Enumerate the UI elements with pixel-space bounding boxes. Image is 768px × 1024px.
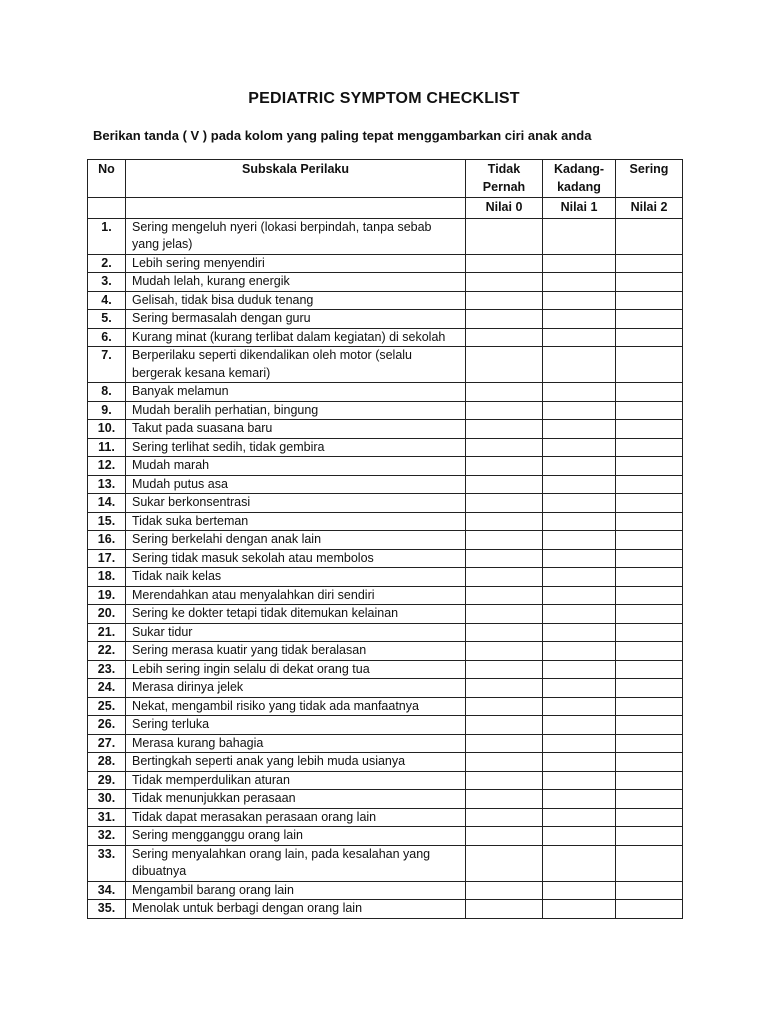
checklist-body (88, 218, 683, 918)
checkbox-cell-kadang-kadang[interactable] (543, 310, 616, 329)
row-behavior-text: Tidak menunjukkan perasaan (126, 790, 466, 809)
row-behavior-text: Sering mengganggu orang lain (126, 827, 466, 846)
table-row (88, 420, 683, 439)
checkbox-cell-tidak-pernah[interactable] (466, 753, 543, 772)
checkbox-cell-tidak-pernah[interactable] (466, 273, 543, 292)
checkbox-cell-sering[interactable] (616, 881, 683, 900)
checkbox-cell-tidak-pernah[interactable] (466, 771, 543, 790)
row-number: 19. (88, 586, 126, 605)
checkbox-cell-sering[interactable] (616, 291, 683, 310)
checkbox-cell-kadang-kadang[interactable] (543, 900, 616, 919)
checkbox-cell-sering[interactable] (616, 254, 683, 273)
table-row (88, 549, 683, 568)
checkbox-cell-kadang-kadang[interactable] (543, 827, 616, 846)
row-behavior-text: Sering ke dokter tetapi tidak ditemukan kelainan (126, 605, 466, 624)
checkbox-cell-sering[interactable] (616, 900, 683, 919)
checkbox-cell-sering[interactable] (616, 808, 683, 827)
row-number: 2. (88, 254, 126, 273)
table-row (88, 273, 683, 292)
checkbox-cell-sering[interactable] (616, 845, 683, 881)
row-number: 1. (88, 218, 126, 254)
row-behavior-text: Tidak suka berteman (126, 512, 466, 531)
checkbox-cell-sering[interactable] (616, 771, 683, 790)
checkbox-cell-sering[interactable] (616, 328, 683, 347)
row-number: 32. (88, 827, 126, 846)
checkbox-cell-kadang-kadang[interactable] (543, 273, 616, 292)
table-row (88, 457, 683, 476)
nilai-tidak-pernah: Nilai 0 (466, 198, 543, 219)
nilai-subskala-blank (126, 198, 466, 219)
checkbox-cell-tidak-pernah[interactable] (466, 697, 543, 716)
table-row (88, 881, 683, 900)
table-row (88, 642, 683, 661)
row-number: 15. (88, 512, 126, 531)
header-subskala: Subskala Perilaku (126, 160, 466, 198)
checkbox-cell-sering[interactable] (616, 568, 683, 587)
row-number: 34. (88, 881, 126, 900)
table-row (88, 900, 683, 919)
table-row (88, 310, 683, 329)
checkbox-cell-tidak-pernah[interactable] (466, 420, 543, 439)
checkbox-cell-kadang-kadang[interactable] (543, 790, 616, 809)
table-row (88, 623, 683, 642)
row-behavior-text: Menolak untuk berbagi dengan orang lain (126, 900, 466, 919)
checkbox-cell-tidak-pernah[interactable] (466, 734, 543, 753)
row-behavior-text: Mudah beralih perhatian, bingung (126, 401, 466, 420)
table-row (88, 679, 683, 698)
checkbox-cell-sering[interactable] (616, 273, 683, 292)
row-behavior-text: Merasa dirinya jelek (126, 679, 466, 698)
row-number: 23. (88, 660, 126, 679)
row-behavior-text: Nekat, mengambil risiko yang tidak ada manfaatnya (126, 697, 466, 716)
checkbox-cell-kadang-kadang[interactable] (543, 716, 616, 735)
checkbox-cell-kadang-kadang[interactable] (543, 347, 616, 383)
checkbox-cell-kadang-kadang[interactable] (543, 753, 616, 772)
checkbox-cell-tidak-pernah[interactable] (466, 401, 543, 420)
row-behavior-text: Sering berkelahi dengan anak lain (126, 531, 466, 550)
row-number: 22. (88, 642, 126, 661)
row-behavior-text: Bertingkah seperti anak yang lebih muda usianya (126, 753, 466, 772)
checkbox-cell-sering[interactable] (616, 734, 683, 753)
row-behavior-text: Mudah marah (126, 457, 466, 476)
checkbox-cell-kadang-kadang[interactable] (543, 420, 616, 439)
row-number: 18. (88, 568, 126, 587)
checkbox-cell-sering[interactable] (616, 512, 683, 531)
row-number: 11. (88, 438, 126, 457)
checkbox-cell-sering[interactable] (616, 660, 683, 679)
row-behavior-text: Tidak dapat merasakan perasaan orang lain (126, 808, 466, 827)
table-row (88, 808, 683, 827)
row-number: 13. (88, 475, 126, 494)
row-behavior-text: Mudah putus asa (126, 475, 466, 494)
row-behavior-text: Sering terluka (126, 716, 466, 735)
row-number: 33. (88, 845, 126, 881)
checkbox-cell-kadang-kadang[interactable] (543, 697, 616, 716)
row-behavior-text: Sering bermasalah dengan guru (126, 310, 466, 329)
checkbox-cell-kadang-kadang[interactable] (543, 218, 616, 254)
checkbox-cell-sering[interactable] (616, 605, 683, 624)
checkbox-cell-kadang-kadang[interactable] (543, 475, 616, 494)
checkbox-cell-tidak-pernah[interactable] (466, 642, 543, 661)
symptom-checklist-table (87, 159, 683, 919)
row-behavior-text: Mengambil barang orang lain (126, 881, 466, 900)
checkbox-cell-kadang-kadang[interactable] (543, 734, 616, 753)
checkbox-cell-sering[interactable] (616, 475, 683, 494)
checkbox-cell-tidak-pernah[interactable] (466, 328, 543, 347)
row-number: 4. (88, 291, 126, 310)
row-behavior-text: Lebih sering ingin selalu di dekat orang tua (126, 660, 466, 679)
table-row (88, 734, 683, 753)
checkbox-cell-kadang-kadang[interactable] (543, 328, 616, 347)
row-number: 16. (88, 531, 126, 550)
checkbox-cell-kadang-kadang[interactable] (543, 531, 616, 550)
table-row (88, 347, 683, 383)
row-number: 3. (88, 273, 126, 292)
checkbox-cell-sering[interactable] (616, 642, 683, 661)
table-row (88, 568, 683, 587)
row-number: 20. (88, 605, 126, 624)
checkbox-cell-sering[interactable] (616, 679, 683, 698)
checkbox-cell-tidak-pernah[interactable] (466, 900, 543, 919)
nilai-kadang: Nilai 1 (543, 198, 616, 219)
nilai-sering: Nilai 2 (616, 198, 683, 219)
document-title: PEDIATRIC SYMPTOM CHECKLIST (248, 90, 520, 107)
row-behavior-text: Lebih sering menyendiri (126, 254, 466, 273)
table-row (88, 494, 683, 513)
checkbox-cell-kadang-kadang[interactable] (543, 642, 616, 661)
checkbox-cell-tidak-pernah[interactable] (466, 218, 543, 254)
table-row (88, 383, 683, 402)
checkbox-cell-kadang-kadang[interactable] (543, 679, 616, 698)
table-row (88, 218, 683, 254)
table-row (88, 512, 683, 531)
checkbox-cell-tidak-pernah[interactable] (466, 254, 543, 273)
row-number: 9. (88, 401, 126, 420)
checkbox-cell-tidak-pernah[interactable] (466, 623, 543, 642)
row-number: 10. (88, 420, 126, 439)
row-number: 30. (88, 790, 126, 809)
checkbox-cell-sering[interactable] (616, 494, 683, 513)
checkbox-cell-tidak-pernah[interactable] (466, 679, 543, 698)
checkbox-cell-sering[interactable] (616, 549, 683, 568)
checkbox-cell-tidak-pernah[interactable] (466, 586, 543, 605)
row-behavior-text: Merendahkan atau menyalahkan diri sendiri (126, 586, 466, 605)
row-number: 35. (88, 900, 126, 919)
checkbox-cell-sering[interactable] (616, 347, 683, 383)
checkbox-cell-kadang-kadang[interactable] (543, 254, 616, 273)
row-behavior-text: Sukar tidur (126, 623, 466, 642)
table-row (88, 753, 683, 772)
row-number: 27. (88, 734, 126, 753)
row-behavior-text: Tidak memperdulikan aturan (126, 771, 466, 790)
header-kadang-line2: kadang (557, 179, 601, 194)
header-kadang-line1: Kadang- (554, 162, 604, 176)
checkbox-cell-tidak-pernah[interactable] (466, 549, 543, 568)
checkbox-cell-kadang-kadang[interactable] (543, 512, 616, 531)
nilai-no-blank (88, 198, 126, 219)
checkbox-cell-sering[interactable] (616, 827, 683, 846)
row-behavior-text: Kurang minat (kurang terlibat dalam kegiatan) di sekolah (126, 328, 466, 347)
checkbox-cell-sering[interactable] (616, 438, 683, 457)
table-row (88, 531, 683, 550)
table-row (88, 401, 683, 420)
checkbox-cell-tidak-pernah[interactable] (466, 494, 543, 513)
row-behavior-text: Banyak melamun (126, 383, 466, 402)
checkbox-cell-kadang-kadang[interactable] (543, 845, 616, 881)
checkbox-cell-tidak-pernah[interactable] (466, 383, 543, 402)
row-number: 7. (88, 347, 126, 383)
header-kadang-kadang (543, 160, 616, 198)
checkbox-cell-kadang-kadang[interactable] (543, 605, 616, 624)
checkbox-cell-sering[interactable] (616, 457, 683, 476)
table-row (88, 716, 683, 735)
checkbox-cell-kadang-kadang[interactable] (543, 494, 616, 513)
table-row (88, 660, 683, 679)
row-behavior-text: Sering terlihat sedih, tidak gembira (126, 438, 466, 457)
checkbox-cell-tidak-pernah[interactable] (466, 291, 543, 310)
row-number: 12. (88, 457, 126, 476)
table-row (88, 790, 683, 809)
row-number: 24. (88, 679, 126, 698)
row-number: 5. (88, 310, 126, 329)
checkbox-cell-kadang-kadang[interactable] (543, 549, 616, 568)
checkbox-cell-tidak-pernah[interactable] (466, 438, 543, 457)
checkbox-cell-tidak-pernah[interactable] (466, 808, 543, 827)
checkbox-cell-tidak-pernah[interactable] (466, 881, 543, 900)
checkbox-cell-sering[interactable] (616, 790, 683, 809)
checkbox-cell-kadang-kadang[interactable] (543, 808, 616, 827)
row-behavior-text: Sering merasa kuatir yang tidak beralasan (126, 642, 466, 661)
checkbox-cell-kadang-kadang[interactable] (543, 457, 616, 476)
checkbox-cell-sering[interactable] (616, 586, 683, 605)
checkbox-cell-sering[interactable] (616, 531, 683, 550)
row-behavior-text: Sering menyalahkan orang lain, pada kesalahan yang dibuatnya (126, 845, 466, 881)
row-behavior-text: Gelisah, tidak bisa duduk tenang (126, 291, 466, 310)
row-number: 6. (88, 328, 126, 347)
header-tidak-pernah-line1: Tidak (487, 162, 521, 176)
row-behavior-text: Sukar berkonsentrasi (126, 494, 466, 513)
table-row (88, 328, 683, 347)
row-number: 26. (88, 716, 126, 735)
checkbox-cell-sering[interactable] (616, 623, 683, 642)
table-row (88, 771, 683, 790)
checkbox-cell-sering[interactable] (616, 383, 683, 402)
table-row (88, 605, 683, 624)
row-number: 8. (88, 383, 126, 402)
table-row (88, 254, 683, 273)
checkbox-cell-tidak-pernah[interactable] (466, 605, 543, 624)
checkbox-cell-kadang-kadang[interactable] (543, 586, 616, 605)
checkbox-cell-sering[interactable] (616, 218, 683, 254)
checkbox-cell-tidak-pernah[interactable] (466, 310, 543, 329)
checkbox-cell-tidak-pernah[interactable] (466, 475, 543, 494)
checkbox-cell-kadang-kadang[interactable] (543, 291, 616, 310)
row-behavior-text: Takut pada suasana baru (126, 420, 466, 439)
checkbox-cell-tidak-pernah[interactable] (466, 512, 543, 531)
checkbox-cell-kadang-kadang[interactable] (543, 771, 616, 790)
header-tidak-pernah (466, 160, 543, 198)
checkbox-cell-kadang-kadang[interactable] (543, 568, 616, 587)
checkbox-cell-kadang-kadang[interactable] (543, 383, 616, 402)
table-row (88, 438, 683, 457)
row-behavior-text: Sering mengeluh nyeri (lokasi berpindah, tanpa sebab yang jelas) (126, 218, 466, 254)
checkbox-cell-kadang-kadang[interactable] (543, 401, 616, 420)
checkbox-cell-kadang-kadang[interactable] (543, 438, 616, 457)
table-row (88, 586, 683, 605)
checkbox-cell-tidak-pernah[interactable] (466, 716, 543, 735)
checkbox-cell-tidak-pernah[interactable] (466, 531, 543, 550)
row-behavior-text: Merasa kurang bahagia (126, 734, 466, 753)
checkbox-cell-kadang-kadang[interactable] (543, 881, 616, 900)
row-number: 17. (88, 549, 126, 568)
checkbox-cell-tidak-pernah[interactable] (466, 347, 543, 383)
row-behavior-text: Tidak naik kelas (126, 568, 466, 587)
checkbox-cell-sering[interactable] (616, 716, 683, 735)
checkbox-cell-sering[interactable] (616, 401, 683, 420)
nilai-row (88, 198, 683, 219)
table-row (88, 475, 683, 494)
row-number: 31. (88, 808, 126, 827)
checkbox-cell-sering[interactable] (616, 420, 683, 439)
checkbox-cell-tidak-pernah[interactable] (466, 660, 543, 679)
row-number: 25. (88, 697, 126, 716)
checkbox-cell-sering[interactable] (616, 310, 683, 329)
row-number: 29. (88, 771, 126, 790)
header-no: No (88, 160, 126, 198)
checkbox-cell-sering[interactable] (616, 697, 683, 716)
checkbox-cell-tidak-pernah[interactable] (466, 457, 543, 476)
table-row (88, 291, 683, 310)
row-number: 28. (88, 753, 126, 772)
header-tidak-pernah-line2: Pernah (482, 179, 526, 194)
header-row (88, 160, 683, 198)
checkbox-cell-kadang-kadang[interactable] (543, 660, 616, 679)
checkbox-cell-tidak-pernah[interactable] (466, 845, 543, 881)
checkbox-cell-tidak-pernah[interactable] (466, 568, 543, 587)
table-row (88, 697, 683, 716)
checkbox-cell-kadang-kadang[interactable] (543, 623, 616, 642)
header-sering: Sering (616, 160, 683, 198)
row-behavior-text: Berperilaku seperti dikendalikan oleh motor (selalu bergerak kesana kemari) (126, 347, 466, 383)
instruction-text: Berikan tanda ( V ) pada kolom yang paling tepat menggambarkan ciri anak anda (93, 128, 592, 143)
checkbox-cell-tidak-pernah[interactable] (466, 790, 543, 809)
row-behavior-text: Mudah lelah, kurang energik (126, 273, 466, 292)
checkbox-cell-tidak-pernah[interactable] (466, 827, 543, 846)
table-row (88, 827, 683, 846)
checkbox-cell-sering[interactable] (616, 753, 683, 772)
table-row (88, 845, 683, 881)
row-number: 14. (88, 494, 126, 513)
row-behavior-text: Sering tidak masuk sekolah atau membolos (126, 549, 466, 568)
row-number: 21. (88, 623, 126, 642)
